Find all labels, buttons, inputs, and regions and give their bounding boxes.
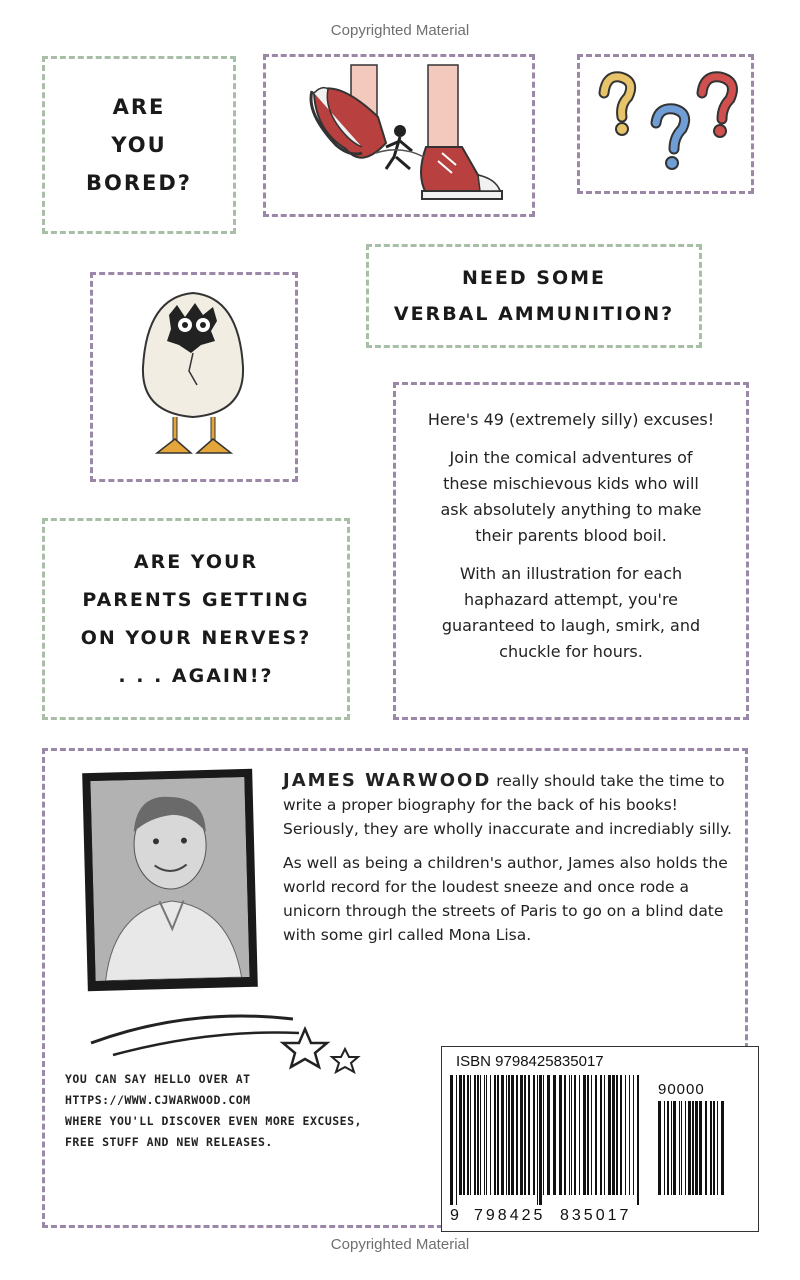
barcode-bar xyxy=(494,1075,496,1195)
shooting-star-icon xyxy=(89,999,389,1079)
barcode-bar xyxy=(459,1075,462,1195)
ammunition-line-2: VERBAL AMMUNITION? xyxy=(393,303,675,325)
author-name: JAMES WARWOOD xyxy=(283,770,492,791)
barcode-bar xyxy=(574,1075,576,1195)
barcode-bar xyxy=(579,1075,580,1195)
blurb-paragraph-2: With an illustration for each haphazard attempt, you're guaranteed to laugh, smirk, and chuckle for hours. xyxy=(441,564,701,661)
barcode-bar xyxy=(474,1075,476,1195)
author-bio xyxy=(283,769,735,957)
author-photo-frame xyxy=(82,769,258,991)
barcode-bar xyxy=(625,1075,626,1195)
barcode-bar xyxy=(620,1075,622,1195)
bio-paragraph-1 xyxy=(283,769,735,841)
barcode-bar xyxy=(543,1075,544,1195)
bored-line-1: ARE xyxy=(112,95,166,119)
contact-line-3: WHERE YOU'LL DISCOVER EVEN MORE EXCUSES, xyxy=(65,1114,362,1128)
barcode-bar xyxy=(612,1075,615,1195)
barcode-bar xyxy=(547,1075,550,1195)
parents-line-1: ARE YOUR xyxy=(133,551,259,573)
price-code: 90000 xyxy=(658,1081,705,1098)
barcode-bar xyxy=(533,1075,535,1195)
egg-chick-illustration xyxy=(93,275,295,479)
barcode-bar xyxy=(501,1075,504,1195)
sneakers-illustration xyxy=(266,57,532,214)
barcode-bar xyxy=(667,1101,669,1195)
barcode-bar xyxy=(681,1101,682,1195)
contact-line-1: YOU CAN SAY HELLO OVER AT xyxy=(65,1072,251,1086)
egg-box xyxy=(90,272,298,482)
barcode-bar xyxy=(595,1075,597,1195)
barcode-bar xyxy=(477,1075,479,1195)
barcode-bar xyxy=(480,1075,481,1195)
barcode-bar xyxy=(539,1075,542,1205)
bored-question-text xyxy=(86,88,192,202)
parents-line-4: . . . AGAIN!? xyxy=(118,665,274,687)
barcode-bar xyxy=(516,1075,518,1195)
barcode-bar xyxy=(692,1101,694,1195)
question-marks-box xyxy=(577,54,754,194)
barcode-bar xyxy=(583,1075,586,1195)
blurb-headline: Here's 49 (extremely silly) excuses! xyxy=(427,410,715,429)
barcode-bar xyxy=(506,1075,507,1195)
barcode-bar xyxy=(587,1075,589,1195)
barcode-bar xyxy=(637,1075,639,1205)
barcode-digits-group-1: 798425 xyxy=(474,1207,546,1224)
parents-question-text xyxy=(81,543,311,695)
barcode-bar xyxy=(705,1101,707,1195)
question-marks-illustration xyxy=(580,57,751,191)
barcode-bar xyxy=(685,1101,686,1195)
author-photo xyxy=(90,777,249,981)
parents-question-box xyxy=(42,518,350,720)
price-addon-barcode xyxy=(656,1101,726,1205)
barcode-bar xyxy=(497,1075,499,1195)
barcode-bar xyxy=(671,1101,672,1195)
barcode-bar xyxy=(484,1075,485,1195)
ammunition-question-text xyxy=(394,260,674,332)
barcode-digits-group-2: 835017 xyxy=(560,1207,632,1224)
barcode-bar xyxy=(450,1075,453,1205)
barcode-bar xyxy=(604,1075,605,1195)
barcode-bar xyxy=(553,1075,556,1195)
barcode-bar xyxy=(688,1101,691,1195)
barcode-bar xyxy=(658,1101,661,1195)
barcode-bar xyxy=(591,1075,592,1195)
barcode-bar xyxy=(524,1075,526,1195)
contact-line-4: FREE STUFF AND NEW RELEASES. xyxy=(65,1135,273,1149)
barcode-bar xyxy=(629,1075,630,1195)
barcode-bar xyxy=(528,1075,530,1195)
barcode-bar xyxy=(564,1075,566,1195)
barcode-bar xyxy=(511,1075,514,1195)
parents-line-2: PARENTS GETTING xyxy=(82,589,310,611)
barcode-bar xyxy=(679,1101,680,1195)
ammunition-question-box xyxy=(366,244,702,348)
bored-question-box xyxy=(42,56,236,234)
barcode-digit-first: 9 xyxy=(450,1207,459,1224)
barcode-bar xyxy=(559,1075,562,1195)
barcode-bar xyxy=(717,1101,718,1195)
barcode-bar xyxy=(699,1101,702,1195)
barcode-bar xyxy=(467,1075,469,1195)
barcode-bar xyxy=(721,1101,724,1195)
barcode-bar xyxy=(456,1075,457,1205)
barcode-bar xyxy=(616,1075,618,1195)
copyright-watermark-top: Copyrighted Material xyxy=(330,22,470,39)
parents-line-3: ON YOUR NERVES? xyxy=(80,627,312,649)
contact-website-link[interactable]: HTTPS://WWW.CJWARWOOD.COM xyxy=(65,1093,251,1107)
bio-paragraph-1-text: really should take the time to write a proper biography for the back of his books! Seriously, they are wholly inaccurate and incrediably silly. xyxy=(283,772,732,838)
isbn-label: ISBN 9798425835017 xyxy=(456,1053,604,1070)
barcode-bar xyxy=(600,1075,602,1195)
bio-paragraph-2: As well as being a children's author, James also holds the world record for the loudest sneeze and once rode a unicorn through the streets of Paris to go on a blind date with some girl called Mona Lisa. xyxy=(283,854,728,944)
barcode-bar xyxy=(713,1101,715,1195)
ammunition-line-1: NEED SOME xyxy=(462,267,606,289)
barcode-bar xyxy=(571,1075,572,1195)
contact-info xyxy=(65,1069,445,1153)
bored-line-2: YOU xyxy=(111,133,167,157)
barcode-bar xyxy=(664,1101,665,1195)
barcode-bar xyxy=(463,1075,465,1195)
barcode-bar xyxy=(470,1075,471,1195)
barcode-bar xyxy=(695,1101,698,1195)
barcode-bar xyxy=(608,1075,611,1195)
barcode-bar xyxy=(710,1101,712,1195)
barcode-bar xyxy=(633,1075,634,1195)
excuses-blurb-box xyxy=(393,382,749,720)
bored-line-3: BORED? xyxy=(86,171,192,195)
barcode-bar xyxy=(673,1101,676,1195)
barcode-bar xyxy=(486,1075,487,1195)
sneakers-box xyxy=(263,54,535,217)
barcode-bar xyxy=(569,1075,570,1195)
blurb-paragraph-1: Join the comical adventures of these mischievous kids who will ask absolutely anything to make their parents blood boil. xyxy=(440,448,702,545)
barcode-area xyxy=(441,1046,759,1232)
isbn-barcode xyxy=(448,1075,644,1205)
copyright-watermark-bottom: Copyrighted Material xyxy=(330,1236,470,1253)
barcode-bar xyxy=(508,1075,510,1195)
barcode-bar xyxy=(490,1075,491,1195)
barcode-bar xyxy=(537,1075,538,1205)
barcode-bar xyxy=(520,1075,523,1195)
